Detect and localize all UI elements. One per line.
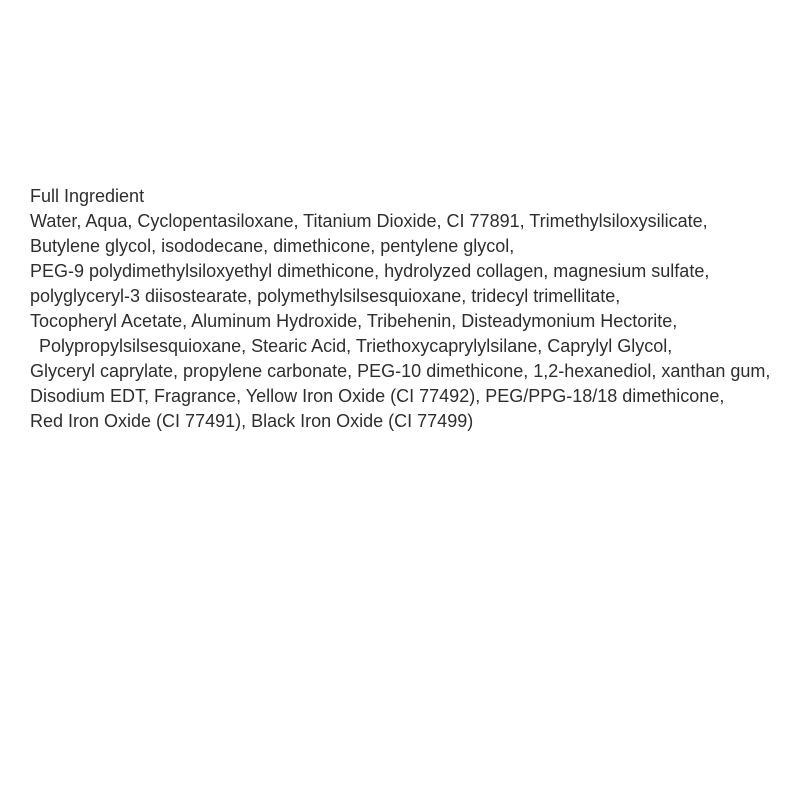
ingredient-line: Red Iron Oxide (CI 77491), Black Iron Oxide (CI 77499) [30, 411, 474, 431]
ingredient-list-title: Full Ingredient [30, 186, 145, 206]
ingredient-line: Tocopheryl Acetate, Aluminum Hydroxide, Tribehenin, Disteadymonium Hectorite, [30, 311, 678, 331]
ingredient-list [30, 184, 795, 434]
ingredient-line: Glyceryl caprylate, propylene carbonate, PEG-10 dimethicone, 1,2-hexanediol, xanthan gum, [30, 361, 771, 381]
ingredient-line: Butylene glycol, isododecane, dimethicone, pentylene glycol, [30, 236, 515, 256]
ingredient-line: Water, Aqua, Cyclopentasiloxane, Titanium Dioxide, CI 77891, Trimethylsiloxysilicate, [30, 211, 708, 231]
ingredient-line: Disodium EDT, Fragrance, Yellow Iron Oxide (CI 77492), PEG/PPG-18/18 dimethicone, [30, 386, 725, 406]
ingredient-line: Polypropylsilsesquioxane, Stearic Acid, Triethoxycaprylylsilane, Caprylyl Glycol, [39, 336, 673, 356]
ingredient-line: polyglyceryl-3 diisostearate, polymethylsilsesquioxane, tridecyl trimellitate, [30, 286, 621, 306]
ingredient-line: PEG-9 polydimethylsiloxyethyl dimethicone, hydrolyzed collagen, magnesium sulfate, [30, 261, 710, 281]
